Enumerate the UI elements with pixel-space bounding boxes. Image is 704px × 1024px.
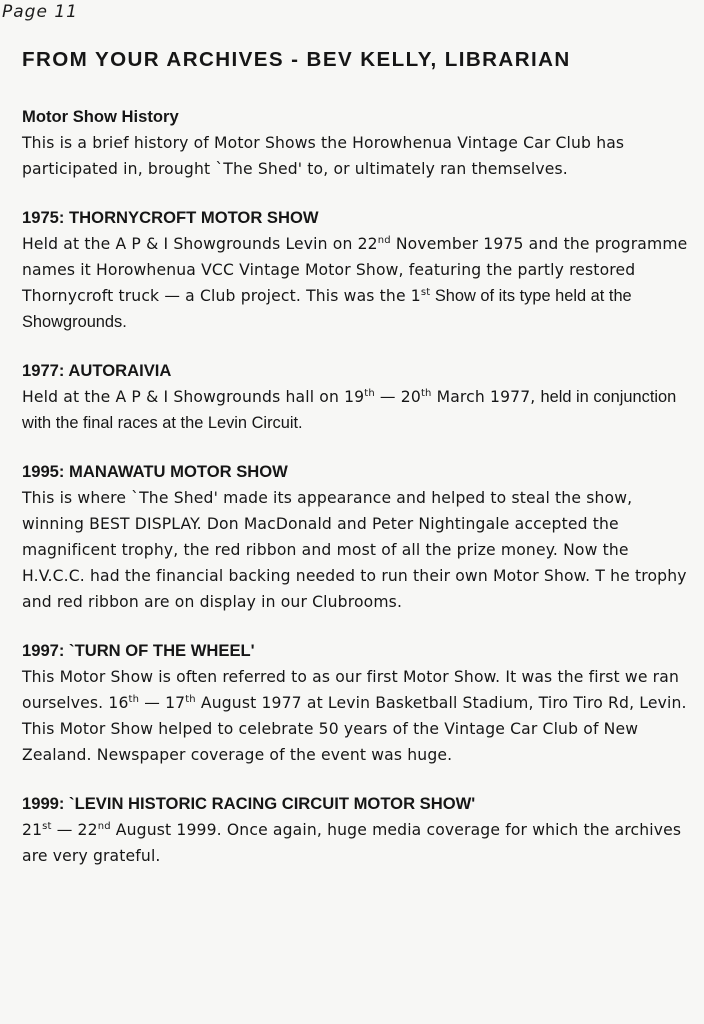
- page-title: FROM YOUR ARCHIVES - BEV KELLY, LIBRARIAN: [22, 48, 571, 71]
- section-1995: [22, 459, 692, 615]
- section-title: 1999: `LEVIN HISTORIC RACING CIRCUIT MOTOR SHOW': [22, 794, 476, 813]
- section-text: Held at the A P & I Showgrounds Levin on 22nd November 1975 and the programme names it Horowhenua VCC Vintage Motor Show, featuring the partly restored Thornycroft truck — a Club project. This was the 1st Show of its type held at the Showgrounds.: [22, 235, 688, 331]
- section-title: 1995: MANAWATU MOTOR SHOW: [22, 462, 288, 481]
- section-title: 1997: `TURN OF THE WHEEL': [22, 641, 255, 660]
- section-title: 1975: THORNYCROFT MOTOR SHOW: [22, 208, 319, 227]
- section-title: 1977: AUTORAIVIA: [22, 361, 172, 380]
- section-1997: [22, 638, 692, 768]
- section-1999: [22, 791, 692, 869]
- section-text: This is where `The Shed' made its appearance and helped to steal the show, winning BEST DISPLAY. Don MacDonald and Peter Nightingale accepted the magnificent trophy, the red ribbon and most of all the prize money. Now the H.V.C.C. had the financial backing needed to run their own Motor Show. T he trophy and red ribbon are on display in our Clubrooms.: [22, 489, 687, 611]
- section-title: Motor Show History: [22, 107, 179, 126]
- section-1975: [22, 205, 692, 335]
- section-text: This is a brief history of Motor Shows the Horowhenua Vintage Car Club has participated in, brought `The Shed' to, or ultimately ran themselves.: [22, 134, 625, 178]
- article-body: [22, 104, 692, 869]
- section-text: 21st — 22nd August 1999. Once again, huge media coverage for which the archives are very grateful.: [22, 821, 682, 865]
- section-motor-show-history: [22, 104, 692, 182]
- page-number: Page 11: [2, 2, 78, 22]
- section-text: This Motor Show is often referred to as our first Motor Show. It was the first we ran ourselves. 16th — 17th August 1977 at Levin Basketball Stadium, Tiro Tiro Rd, Levin. This Motor Show helped to celebrate 50 years of the Vintage Car Club of New Zealand. Newspaper coverage of the event was huge.: [22, 668, 687, 764]
- section-1977: [22, 358, 692, 436]
- section-text: Held at the A P & I Showgrounds hall on 19th — 20th March 1977, held in conjunction with the final races at the Levin Circuit.: [22, 388, 677, 432]
